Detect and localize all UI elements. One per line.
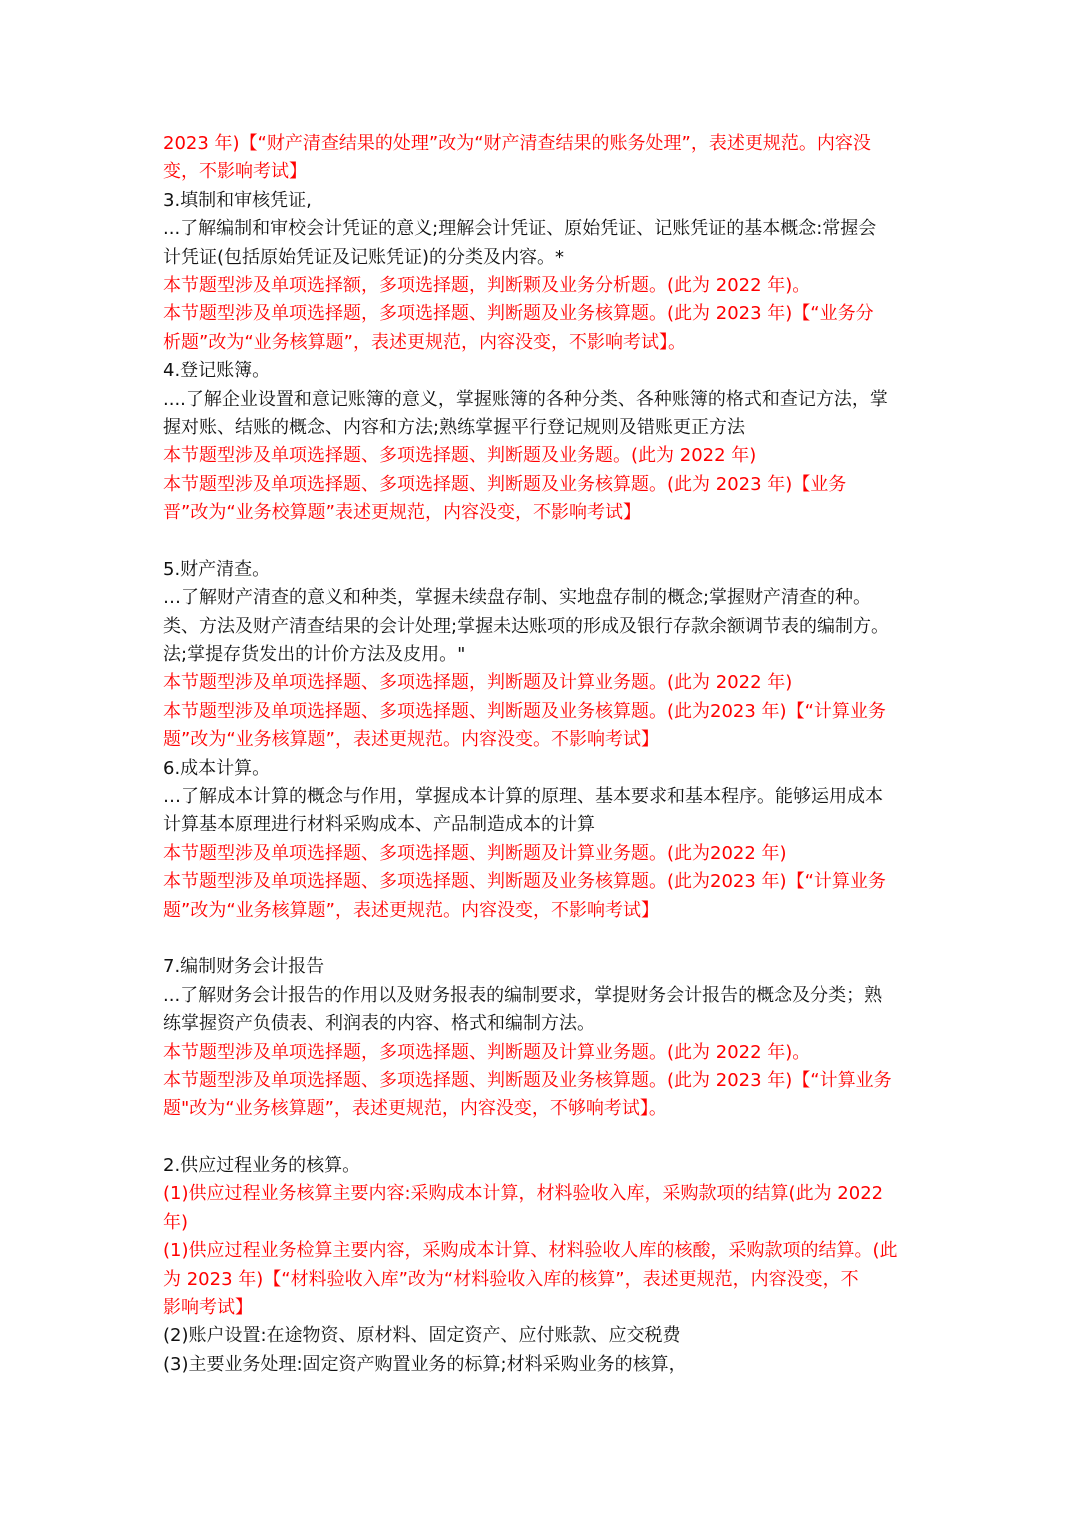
note-line: 本节题型涉及单项选择题、多项选择题、判断题及业务核算题。(此为 2023 年)【业务 — [163, 473, 847, 495]
note-line: 2023 年)【“财产清查结果的处理”改为“财产清查结果的账务处理”，表述更规范。内容没 — [163, 133, 871, 154]
note-line: 本节题型涉及单项选择题、多项选择题、判断题及计算业务题。(此为2022 年) — [163, 842, 787, 864]
note-line: 析题”改为“业务核算题”，表述更规范，内容没变，不影响考试】。 — [163, 331, 686, 353]
text-line: 计凭证(包括原始凭证及记账凭证)的分类及内容。* — [163, 246, 565, 268]
note-line: 年) — [163, 1211, 189, 1233]
text-line: 2.供应过程业务的核算。 — [163, 1155, 361, 1177]
note-line: 本节题型涉及单项选择题、多项选择题、判断题及业务核算题。(此为2023 年)【“计算业务 — [163, 871, 886, 893]
note-line: 题”改为“业务核算题”，表述更规范。内容没变。不影响考试】 — [163, 729, 659, 751]
note-line: 本节题型涉及单项选择题，多项选择题、判断题及计算业务题。(此为 2022 年)。 — [163, 1041, 811, 1063]
note-line: 本节题型涉及单项选择题，多项选择题、判断题及业务核算题。(此为 2023 年)【“业务分 — [163, 303, 874, 325]
text-line: 5.财产清查。 — [163, 558, 271, 580]
text-line: 握对账、结账的概念、内容和方法;熟练掌握平行登记规则及错账更正方法 — [163, 416, 746, 438]
text-line: ...了解编制和审校会计凭证的意义;理解会计凭证、原始凭证、记账凭证的基本概念:常握会 — [163, 218, 877, 240]
note-line: 晋”改为“业务校算题”表述更规范，内容没变，不影响考试】 — [163, 502, 641, 524]
text-line: 6.成本计算。 — [163, 757, 271, 779]
text-line: 3.填制和审核凭证, — [163, 189, 312, 211]
text-line: 练掌握资产负债表、利润表的内容、格式和编制方法。 — [163, 1013, 595, 1035]
text-line: 7.编制财务会计报告 — [163, 956, 325, 978]
blank-line — [163, 925, 919, 953]
note-line: (1)供应过程业务核算主要内容:采购成本计算，材料验收入库，采购款项的结算(此为 2022 — [163, 1183, 884, 1205]
text-line: ....了解企业设置和意记账簿的意义，掌握账簿的各种分类、各种账簿的格式和查记方法，掌 — [163, 388, 888, 410]
note-line: 本节题型涉及单项选择额，多项选择题，判断颗及业务分析题。(此为 2022 年)。 — [163, 274, 811, 296]
note-line: 变，不影响考试】 — [163, 161, 307, 183]
blank-line — [163, 527, 919, 555]
text-line: (2)账户设置:在途物资、原材料、固定资产、应付账款、应交税费 — [163, 1325, 681, 1347]
note-line: 本节题型涉及单项选择题、多项选择题、判断题及业务题。(此为 2022 年) — [163, 445, 757, 467]
note-line: 本节题型涉及单项选择题、多项选择题、判断题及业务核算题。(此为 2023 年)【“计算业务 — [163, 1069, 892, 1091]
text-line: …了解财产清查的意义和种类，掌握未续盘存制、实地盘存制的概念;掌握财产清查的种。 — [163, 587, 872, 609]
text-line: 类、方法及财产清查结果的会计处理;掌握未达账项的形成及银行存款余额调节表的编制方。 — [163, 615, 890, 637]
note-line: 为 2023 年)【“材料验收入库”改为“材料验收入库的核算”，表述更规范，内容没变，不 — [163, 1268, 859, 1290]
note-line: (1)供应过程业务检算主要内容，采购成本计算、材料验收人库的核酸，采购款项的结算。(此 — [163, 1240, 898, 1262]
note-line: 影响考试】 — [163, 1297, 253, 1319]
note-line: 题"改为“业务核算题”，表述更规范，内容没变，不够响考试】。 — [163, 1098, 667, 1120]
note-line: 本节题型涉及单项选择题、多项选择题，判断题及计算业务题。(此为 2022 年) — [163, 672, 793, 694]
note-line: 题”改为“业务核算题”，表述更规范。内容没变，不影响考试】 — [163, 899, 659, 921]
text-line: 计算基本原理进行材料采购成本、产品制造成本的计算 — [163, 814, 595, 836]
text-line: …了解成本计算的概念与作用，掌握成本计算的原理、基本要求和基本程序。能够运用成本 — [163, 785, 883, 807]
document-body — [163, 130, 919, 1379]
text-line: 4.登记账簿。 — [163, 360, 271, 382]
text-line: 法;掌提存货发出的计价方法及皮用。" — [163, 644, 466, 666]
text-line: (3)主要业务处理:固定资产购置业务的标算;材料采购业务的核算， — [163, 1353, 687, 1375]
blank-line — [163, 1124, 919, 1152]
text-line: ...了解财务会计报告的作用以及财务报表的编制要求，掌提财务会计报告的概念及分类；熟 — [163, 984, 883, 1006]
note-line: 本节题型涉及单项选择题、多项选择题、判断题及业务核算题。(此为2023 年)【“计算业务 — [163, 700, 886, 722]
